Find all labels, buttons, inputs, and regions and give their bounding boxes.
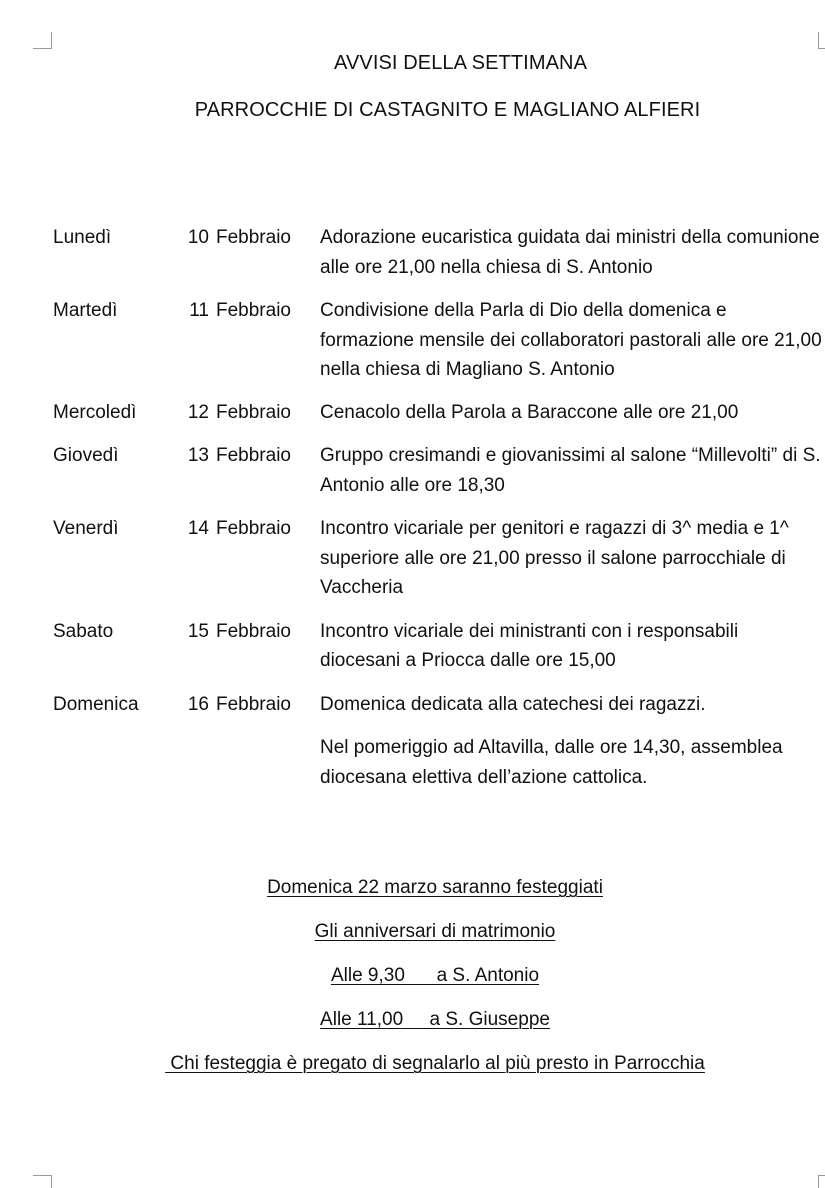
schedule-date-number: 12 — [187, 401, 209, 423]
schedule-description-text: Nel pomeriggio ad Altavilla, dalle ore 14,30, assemblea diocesana elettiva dell’azione cattolica. — [320, 737, 783, 788]
page-corner-bottom-right — [818, 1175, 825, 1188]
schedule-month: Febbraio — [216, 445, 291, 466]
schedule-description — [320, 514, 823, 603]
schedule-description-text: Adorazione eucaristica guidata dai ministri della comunione alle ore 21,00 nella chiesa di S. Antonio — [320, 227, 820, 278]
schedule-date-number: 14 — [187, 518, 209, 539]
notice-line: Domenica 22 marzo saranno festeggiati — [267, 877, 603, 898]
schedule-description-text: Gruppo cresimandi e giovanissimi al salone “Millevolti” di S. Antonio alle ore 18,30 — [320, 445, 821, 496]
page-title: AVVISI DELLA SETTIMANA — [333, 52, 588, 74]
schedule-row — [53, 296, 823, 385]
anniversary-notice — [0, 874, 825, 1094]
schedule-day: Lunedì — [53, 227, 112, 248]
notice-line: Alle 9,30 a S. Antonio — [330, 965, 540, 986]
schedule-date-number: 10 — [187, 227, 209, 248]
notice-line: Chi festeggia è pregato di segnalarlo al più presto in Parrocchia — [165, 1053, 705, 1074]
schedule-description-text: Incontro vicariale per genitori e ragazzi di 3^ media e 1^ superiore alle ore 21,00 presso il salone parrocchiale di Vaccheria — [320, 518, 789, 598]
schedule-month: Febbraio — [216, 300, 291, 321]
notice-line: Gli anniversari di matrimonio — [314, 921, 556, 942]
schedule-row — [53, 398, 823, 428]
schedule-date-number: 11 — [189, 300, 209, 321]
schedule-description-text: Cenacolo della Parola a Baraccone alle ore 21,00 — [320, 401, 739, 423]
schedule-month: Febbraio — [216, 227, 291, 248]
schedule-day: Domenica — [53, 693, 139, 715]
page-corner-top-left — [33, 32, 52, 49]
schedule-month: Febbraio — [216, 518, 291, 539]
page-subtitle: PARROCCHIE DI CASTAGNITO E MAGLIANO ALFIERI — [194, 99, 701, 121]
schedule-day: Martedì — [53, 300, 118, 321]
schedule-description — [320, 223, 823, 282]
schedule-date-number: 13 — [187, 445, 209, 466]
page-corner-bottom-left — [33, 1175, 52, 1188]
schedule-day: Venerdì — [53, 518, 119, 539]
schedule-row — [53, 441, 823, 500]
schedule-day: Giovedì — [53, 445, 119, 466]
schedule-description — [320, 617, 823, 676]
schedule-day: Sabato — [53, 620, 114, 642]
schedule-row — [53, 617, 823, 676]
schedule-description — [320, 398, 823, 428]
schedule-month: Febbraio — [216, 620, 291, 642]
schedule-description — [320, 690, 823, 793]
schedule-description-text: Domenica dedicata alla catechesi dei ragazzi. — [320, 693, 706, 715]
schedule-row — [53, 514, 823, 603]
schedule-description-text: Incontro vicariale dei ministranti con i responsabili diocesani a Priocca dalle ore 15,00 — [320, 620, 739, 671]
schedule-date-number: 15 — [187, 620, 209, 642]
schedule-description — [320, 296, 823, 385]
notice-line: Alle 11,00 a S. Giuseppe — [320, 1009, 550, 1030]
schedule-description-text: Condivisione della Parla di Dio della domenica e formazione mensile dei collaboratori pastorali alle ore 21,00 nella chiesa di Magliano S. Antonio — [320, 300, 822, 380]
weekly-schedule — [53, 223, 823, 792]
schedule-month: Febbraio — [216, 401, 291, 423]
schedule-row — [53, 223, 823, 282]
schedule-day: Mercoledì — [53, 401, 137, 423]
schedule-date-number: 16 — [187, 693, 209, 715]
schedule-month: Febbraio — [216, 693, 291, 715]
schedule-description — [320, 441, 823, 500]
page-corner-top-right — [818, 32, 825, 49]
schedule-row — [53, 690, 823, 793]
